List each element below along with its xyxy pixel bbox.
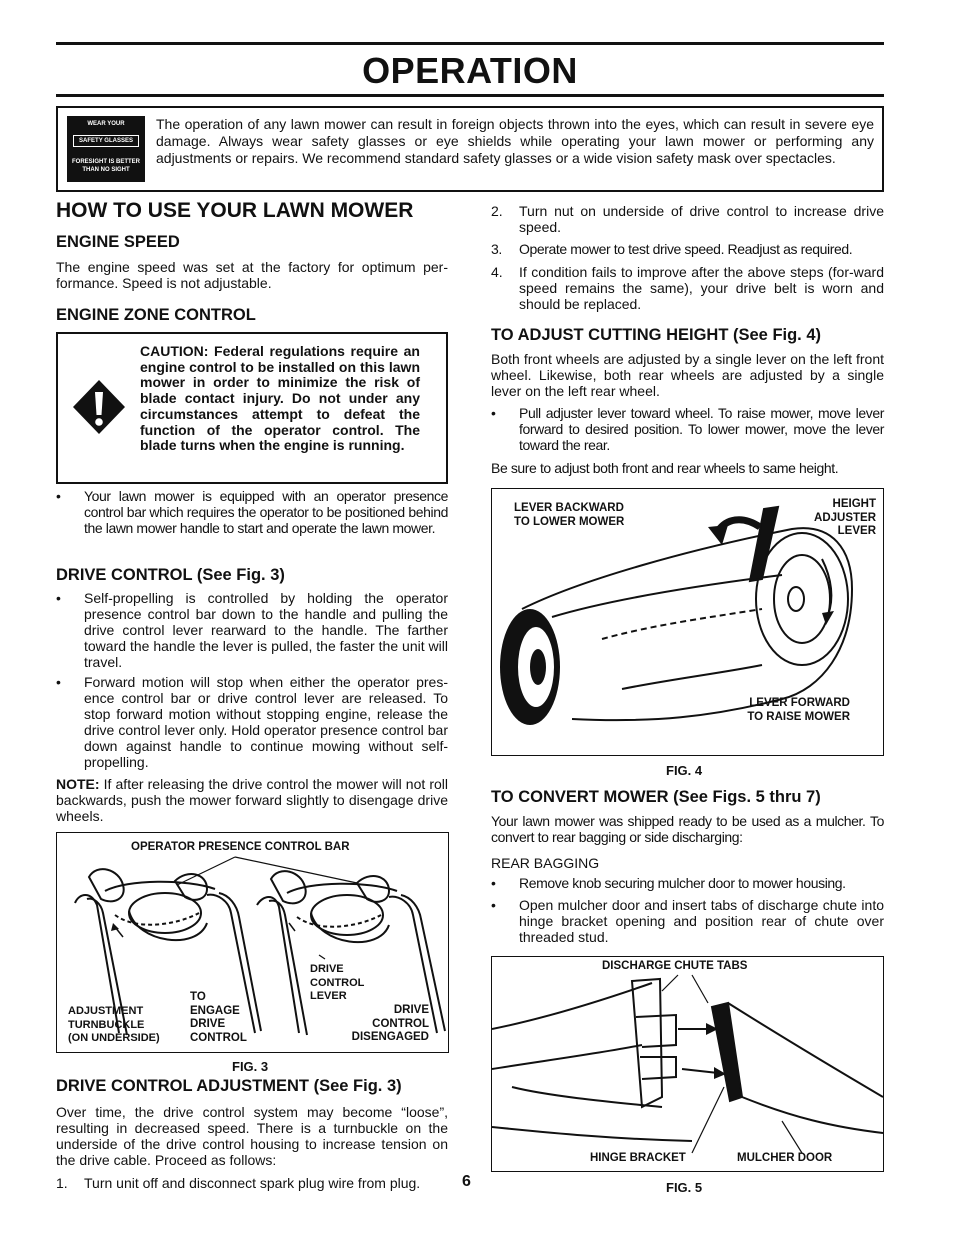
bullet-icon: •: [56, 674, 61, 690]
step-1-text: Turn unit off and disconnect spark plug wire from plug.: [84, 1175, 421, 1191]
adjuster-lever-bullet: Pull adjuster lever toward wheel. To raise mower, move lever forward to desired position. To lower mower, move the lever toward the rear.: [519, 405, 884, 453]
drive-adjust-text: Over time, the drive control system may become “loose”, resulting in decreased speed. There is a turnbuckle on the underside of the drive control housing to increase tension on the drive cable. Proceed as follows:: [56, 1104, 448, 1168]
safety-glasses-badge: [67, 116, 145, 182]
fig5-hinge-label: HINGE BRACKET: [590, 1152, 686, 1164]
badge-top-text: WEAR YOUR: [87, 121, 125, 127]
engine-zone-heading: ENGINE ZONE CONTROL: [56, 306, 256, 324]
cutting-height-heading: TO ADJUST CUTTING HEIGHT (See Fig. 4): [491, 326, 822, 344]
fig3-adjustment-line: ADJUSTMENT: [68, 1005, 144, 1017]
step-4-text: If condition fails to improve after the above steps (for-ward speed remains the same), your drive belt is worn and should be replaced.: [519, 264, 884, 312]
remove-knob-bullet: Remove knob securing mulcher door to mower housing.: [519, 875, 846, 891]
fig4-forward-line: TO RAISE MOWER: [747, 710, 850, 723]
list-item: [56, 1175, 454, 1191]
discharge-chute-illustration: [492, 957, 883, 1171]
fig3-top-label: OPERATOR PRESENCE CONTROL BAR: [131, 841, 350, 853]
fig5-door-label: MULCHER DOOR: [737, 1152, 833, 1164]
fig3-adjustment-label: [68, 1005, 160, 1046]
step-2-text: Turn nut on underside of drive control to increase drive speed.: [519, 203, 884, 235]
caution-box: [56, 332, 448, 484]
warning-icon: [71, 378, 127, 436]
step-3-text: Operate mower to test drive speed. Readjust as required.: [519, 241, 853, 257]
bullet-icon: •: [491, 405, 496, 421]
forward-motion-bullet: Forward motion will stop when either the operator pres-ence control bar or drive control lever are released. To stop forward motion without stopping engine, release the drive control lever only. Hold operator presence control bar down against handle to continue mowing without self-propelling.: [84, 674, 448, 770]
fig3-caption: FIG. 3: [232, 1059, 269, 1074]
badge-bottom-text: FORESIGHT IS BETTER THAN NO SIGHT: [71, 159, 140, 173]
figure-3: [56, 832, 449, 1053]
safety-notice-box: [56, 106, 884, 192]
fig3-adjustment-line: TURNBUCKLE: [68, 1018, 145, 1031]
cutting-height-footer: Be sure to adjust both front and rear wheels to same height.: [491, 460, 839, 476]
list-item: [491, 264, 884, 312]
main-heading: HOW TO USE YOUR LAWN MOWER: [56, 199, 414, 222]
list-item: [56, 590, 448, 670]
fig4-forward-line: LEVER FORWARD: [749, 697, 850, 709]
fig3-lever-label: [310, 963, 364, 1004]
fig4-height-line: LEVER: [837, 525, 876, 537]
bullet-icon: •: [491, 875, 496, 891]
fig3-lever-line: DRIVE: [310, 963, 344, 975]
fig3-disengaged-line: DRIVE: [393, 1004, 429, 1016]
bullet-icon: •: [56, 488, 61, 504]
fig3-disengaged-line: CONTROL: [372, 1017, 429, 1030]
list-item: [491, 241, 884, 257]
fig3-engage-label: [190, 991, 247, 1045]
step-number: 4.: [491, 264, 503, 280]
fig4-height-label: [792, 498, 876, 539]
top-rule: [56, 42, 884, 45]
title-rule: [56, 94, 884, 97]
rear-bagging-subheading: REAR BAGGING: [491, 855, 600, 871]
fig4-forward-label: [722, 697, 850, 724]
fig3-engage-line: CONTROL: [190, 1031, 247, 1044]
fig4-backward-line: LEVER BACKWARD: [514, 502, 624, 514]
operator-bar-bullet: Your lawn mower is equipped with an operator presence control bar which requires the operator to be positioned behind the lawn mower handle to start and operate the lawn mower.: [84, 488, 448, 536]
fig3-engage-line: DRIVE: [190, 1018, 226, 1030]
fig4-backward-label: [514, 502, 624, 529]
fig3-lever-line: LEVER: [310, 990, 347, 1002]
drive-adjust-heading: DRIVE CONTROL ADJUSTMENT (See Fig. 3): [56, 1077, 402, 1095]
self-propel-bullet: Self-propelling is controlled by holding the operator presence control bar down to the handle and pulling the drive control lever rearward to the handle. The farther toward the handle the lever is pulled, the faster the unit will travel.: [84, 590, 448, 670]
list-item: [491, 405, 884, 453]
safety-notice-text: The operation of any lawn mower can result in foreign objects thrown into the eyes, which can result in severe eye damage. Always wear safety glasses or eye shields while operating your lawn mower or performing any adjustments or repairs. We recommend standard safety glasses or a wide vision safety mask over spectacles.: [156, 116, 874, 166]
list-item: [491, 203, 884, 235]
fig3-lever-line: CONTROL: [310, 976, 365, 989]
open-door-bullet: Open mulcher door and insert tabs of discharge chute into hinge bracket opening and position rear of chute over threaded stud.: [519, 897, 884, 945]
bullet-icon: •: [491, 897, 496, 913]
convert-text: Your lawn mower was shipped ready to be used as a mulcher. To convert to rear bagging or side discharging:: [491, 813, 884, 845]
fig3-adjustment-line: (ON UNDERSIDE): [68, 1032, 160, 1044]
figure-4: [491, 488, 884, 756]
list-item: [56, 674, 448, 770]
caution-text: CAUTION: Federal regulations require an engine control to be installed on this lawn mower in order to minimize the risk of blade contact injury. Do not under any circumstances attempt to defeat the function of the operator control. The blade turns when the engine is running.: [140, 343, 420, 454]
fig4-caption: FIG. 4: [666, 763, 703, 778]
step-number: 2.: [491, 203, 503, 219]
fig4-backward-line: TO LOWER MOWER: [514, 515, 625, 528]
fig4-height-line: ADJUSTER: [814, 511, 876, 524]
convert-heading: TO CONVERT MOWER (See Figs. 5 thru 7): [491, 788, 821, 806]
fig3-disengaged-line: DISENGAGED: [351, 1031, 429, 1043]
list-item: [56, 488, 448, 536]
list-item: [491, 875, 884, 891]
drive-note: [56, 776, 448, 824]
badge-middle-text: SAFETY GLASSES: [73, 135, 139, 147]
fig5-caption: FIG. 5: [666, 1180, 703, 1195]
engine-speed-text: The engine speed was set at the factory for optimum per-formance. Speed is not adjustable.: [56, 259, 448, 291]
note-text: If after releasing the drive control the mower will not roll backwards, push the mower forward slightly to disengage drive wheels.: [56, 776, 448, 824]
cutting-height-text: Both front wheels are adjusted by a single lever on the left front wheel. Likewise, both rear wheels are adjusted by a single lever on the left rear wheel.: [491, 351, 884, 399]
step-number: 1.: [56, 1175, 68, 1191]
note-label: NOTE:: [56, 776, 100, 792]
page-title: OPERATION: [362, 50, 578, 91]
fig4-height-line: HEIGHT: [832, 498, 876, 510]
engine-speed-heading: ENGINE SPEED: [56, 233, 180, 251]
list-item: [491, 897, 884, 945]
bullet-icon: •: [56, 590, 61, 606]
fig5-tabs-label: DISCHARGE CHUTE TABS: [602, 960, 748, 972]
page-number: 6: [462, 1173, 471, 1190]
drive-control-heading: DRIVE CONTROL (See Fig. 3): [56, 566, 285, 584]
fig3-disengaged-label: [337, 1004, 429, 1045]
figure-5: [491, 956, 884, 1172]
fig3-engage-line: TO: [190, 991, 206, 1003]
fig3-engage-line: ENGAGE: [190, 1004, 240, 1017]
step-number: 3.: [491, 241, 502, 257]
